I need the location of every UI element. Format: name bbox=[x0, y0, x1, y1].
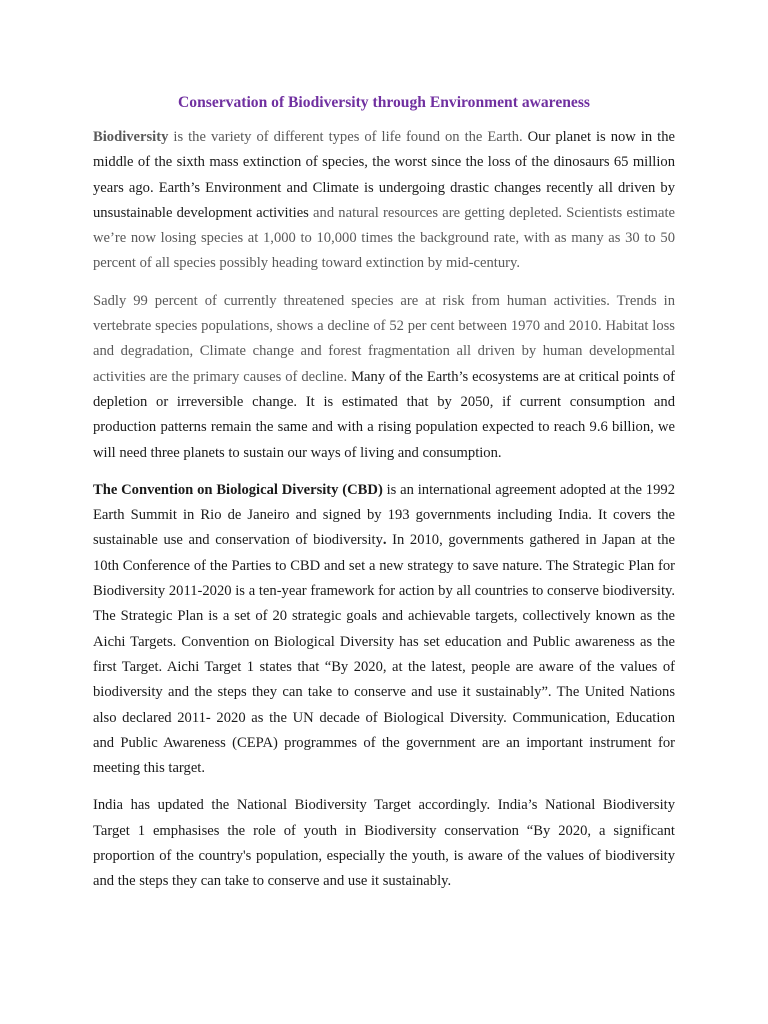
term-cbd: The Convention on Biological Diversity (CBD) bbox=[93, 481, 383, 498]
paragraph-threatened-species bbox=[93, 289, 675, 466]
p1-sentence-3: and natural resources are getting depleted. Scientists estimate we’re now losing species at 1,000 to 10,000 times the background rate, with as many as 30 to 50 percent of all species possibly heading toward extinction by mid-century. bbox=[93, 204, 675, 272]
p1-sentence-2: Our planet is now in the middle of the sixth mass extinction of species, the worst since the loss of the dinosaurs 65 million years ago. Earth’s Environment and Climate is undergoing drastic changes recently all driven by unsustainable development activities bbox=[93, 129, 676, 221]
term-biodiversity: Biodiversity bbox=[93, 129, 169, 145]
paragraph-cbd bbox=[93, 478, 675, 782]
document-title: Conservation of Biodiversity through Environment awareness bbox=[178, 94, 590, 111]
p4-sentence-1: India has updated the National Biodiversity Target accordingly. India’s National Biodiversity Target 1 emphasises the role of youth in Biodiversity conservation “By 2020, a significant proportion of the country's population, especially the youth, is aware of the values of biodiversity and the steps they can take to conserve and use it sustainably. bbox=[93, 797, 675, 890]
p2-sentence-1: Sadly 99 percent of currently threatened species are at risk from human activities. Trends in vertebrate species populations, shows a decline of 52 per cent between 1970 and 2010. Habitat loss and degradation, Climate change and forest fragmentation all driven by human developmental activities are the primary causes of decline. bbox=[93, 292, 675, 385]
paragraph-biodiversity-intro bbox=[93, 125, 675, 277]
p3-bold-period: . bbox=[382, 532, 387, 549]
document-page bbox=[93, 92, 675, 907]
p1-sentence-1: is the variety of different types of life found on the Earth. bbox=[168, 129, 523, 145]
paragraph-india-target bbox=[93, 793, 675, 894]
p2-sentence-2: Many of the Earth’s ecosystems are at critical points of depletion or irreversible change. It is estimated that by 2050, if current consumption and production patterns remain the same and with a rising population expected to reach 9.6 billion, we will need three planets to sustain our ways of living and consumption. bbox=[93, 368, 675, 461]
p3-sentence-1: is an international agreement adopted at the 1992 Earth Summit in Rio de Janeiro and signed by 193 governments including India. It covers the sustainable use and conservation of biodiversity bbox=[93, 481, 675, 549]
p3-sentence-2: In 2010, governments gathered in Japan at the 10th Conference of the Parties to CBD and set a new strategy to save nature. The Strategic Plan for Biodiversity 2011-2020 is a ten-year framework for action by all countries to conserve biodiversity. The Strategic Plan is a set of 20 strategic goals and achievable targets, collectively known as the Aichi Targets. Convention on Biological Diversity has set education and Public awareness as the first Target. Aichi Target 1 states that “By 2020, at the latest, people are aware of the values of biodiversity and the steps they can take to conserve and use it sustainably”. The United Nations also declared 2011- 2020 as the UN decade of Biological Diversity. Communication, Education and Public Awareness (CEPA) programmes of the government are an important instrument for meeting this target. bbox=[93, 532, 675, 777]
